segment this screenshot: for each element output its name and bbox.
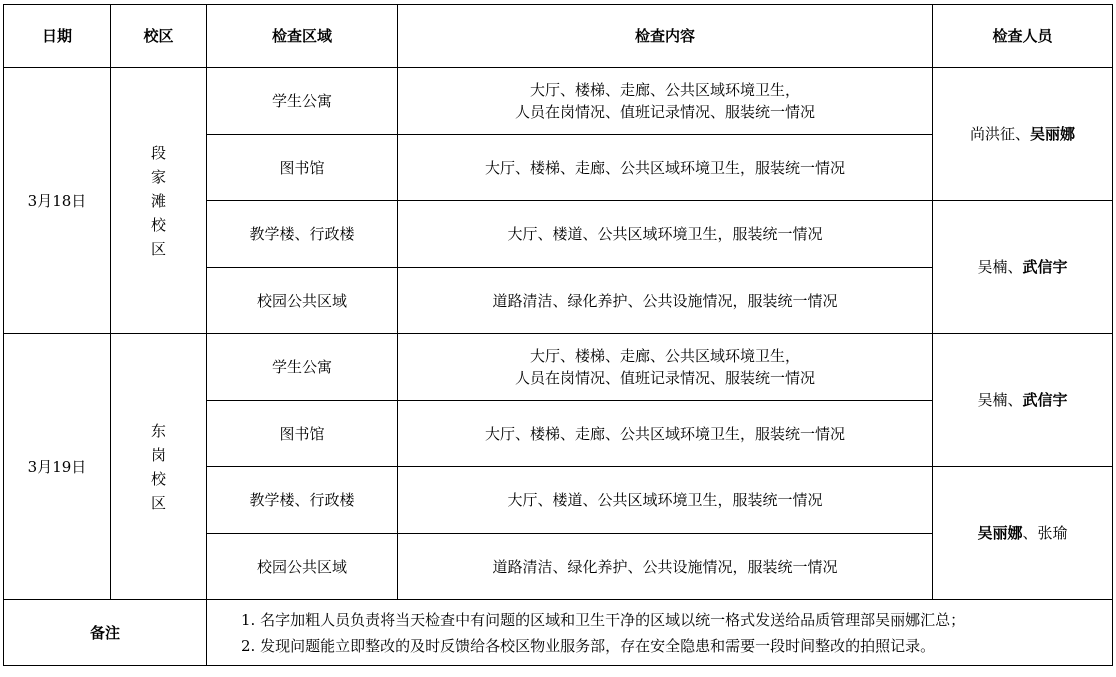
staff-lead-name: 武信宇 — [1022, 391, 1068, 409]
staff-name: 尚洪征、 — [969, 125, 1030, 143]
inspection-schedule-table — [3, 4, 1113, 666]
staff-lead-name: 吴丽娜 — [977, 524, 1023, 542]
header-campus: 校区 — [111, 5, 207, 68]
content-line: 人员在岗情况、值班记录情况、服装统一情况 — [514, 103, 815, 121]
content-cell: 大厅、楼梯、走廊、公共区域环境卫生，服装统一情况 — [398, 401, 933, 467]
area-cell: 教学楼、行政楼 — [207, 467, 398, 534]
campus-name: 东岗校区 — [151, 421, 167, 512]
content-cell — [398, 68, 933, 135]
content-cell: 大厅、楼梯、走廊、公共区域环境卫生，服装统一情况 — [398, 135, 933, 201]
area-cell: 学生公寓 — [207, 68, 398, 135]
content-line: 人员在岗情况、值班记录情况、服装统一情况 — [514, 369, 815, 387]
content-line: 大厅、楼梯、走廊、公共区域环境卫生， — [529, 81, 800, 99]
area-cell: 校园公共区域 — [207, 268, 398, 334]
staff-cell — [933, 334, 1113, 467]
date-cell: 3月18日 — [4, 68, 111, 334]
notes-label: 备注 — [4, 600, 207, 666]
staff-cell — [933, 201, 1113, 334]
area-cell: 校园公共区域 — [207, 534, 398, 600]
campus-cell — [111, 68, 207, 334]
notes-row — [4, 600, 1113, 666]
table-row — [4, 334, 1113, 401]
content-cell: 道路清洁、绿化养护、公共设施情况，服装统一情况 — [398, 268, 933, 334]
header-date: 日期 — [4, 5, 111, 68]
area-cell: 图书馆 — [207, 401, 398, 467]
staff-name: 吴楠、 — [977, 391, 1023, 409]
content-cell: 大厅、楼道、公共区域环境卫生，服装统一情况 — [398, 201, 933, 268]
header-staff: 检查人员 — [933, 5, 1113, 68]
area-cell: 图书馆 — [207, 135, 398, 201]
notes-content — [207, 600, 1113, 666]
content-cell: 道路清洁、绿化养护、公共设施情况，服装统一情况 — [398, 534, 933, 600]
content-line: 大厅、楼梯、走廊、公共区域环境卫生， — [529, 347, 800, 365]
campus-name: 段家滩校区 — [151, 143, 167, 258]
note-line: 1. 名字加粗人员负责将当天检查中有问题的区域和卫生干净的区域以统一格式发送给品质管理部吴丽娜汇总； — [241, 610, 966, 629]
staff-cell — [933, 68, 1113, 201]
staff-cell — [933, 467, 1113, 600]
area-cell: 学生公寓 — [207, 334, 398, 401]
staff-lead-name: 武信宇 — [1022, 258, 1068, 276]
staff-lead-name: 吴丽娜 — [1030, 125, 1076, 143]
header-area: 检查区域 — [207, 5, 398, 68]
table-row — [4, 68, 1113, 135]
area-cell: 教学楼、行政楼 — [207, 201, 398, 268]
header-content: 检查内容 — [398, 5, 933, 68]
content-cell — [398, 334, 933, 401]
staff-name: 、张瑜 — [1022, 524, 1068, 542]
note-line: 2. 发现问题能立即整改的及时反馈给各校区物业服务部，存在安全隐患和需要一段时间整改的拍照记录。 — [241, 636, 936, 655]
header-row — [4, 5, 1113, 68]
content-cell: 大厅、楼道、公共区域环境卫生，服装统一情况 — [398, 467, 933, 534]
date-cell: 3月19日 — [4, 334, 111, 600]
staff-name: 吴楠、 — [977, 258, 1023, 276]
campus-cell — [111, 334, 207, 600]
